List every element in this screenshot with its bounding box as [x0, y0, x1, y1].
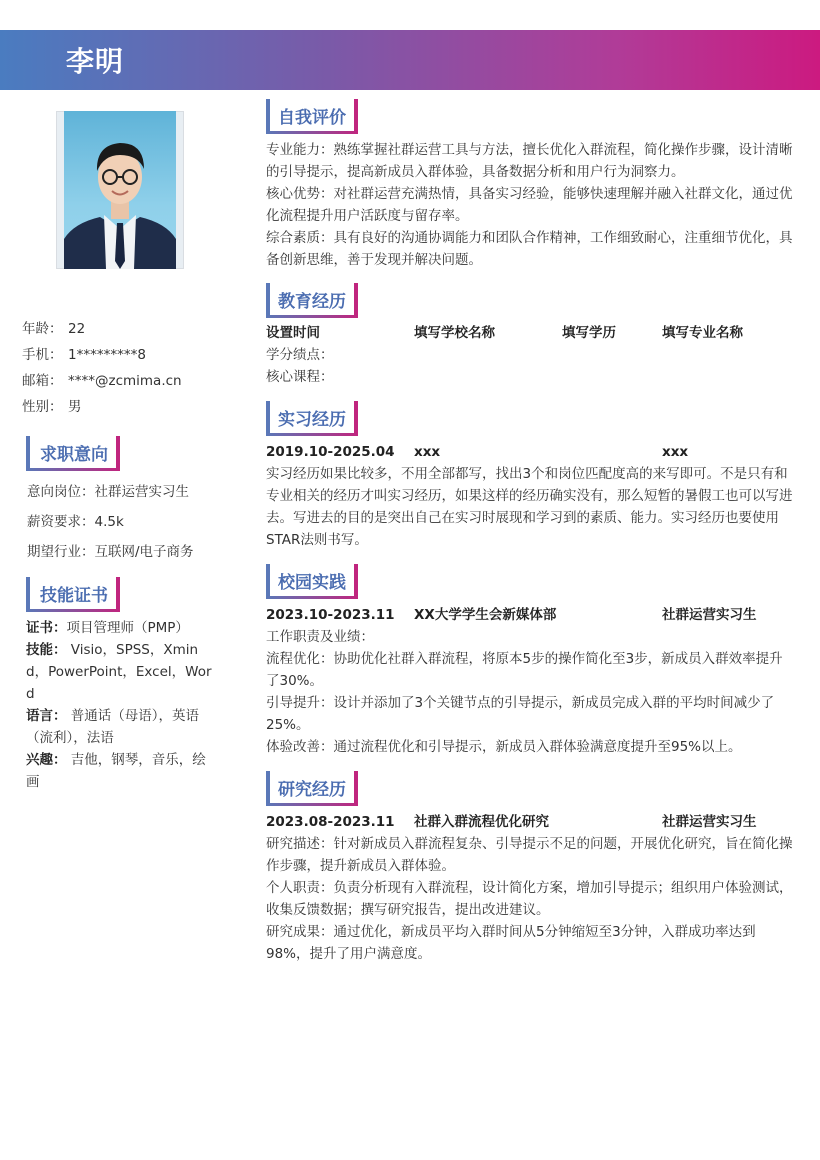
- research-paragraph: 研究成果：通过优化，新成员平均入群时间从5分钟缩短至3分钟，入群成功率达到98%，提升了用户满意度。: [266, 924, 756, 962]
- self-eval-heading: 自我评价: [266, 99, 358, 131]
- campus-row: 2023.10-2023.11 XX大学学生会新媒体部 社群运营实习生: [266, 607, 757, 623]
- campus-body: [266, 604, 796, 758]
- campus-paragraph: 体验改善：通过流程优化和引导提示，新成员入群体验满意度提升至95%以上。: [266, 739, 742, 755]
- candidate-name: 李明: [66, 45, 125, 78]
- info-phone: 手机： 1*********8: [22, 347, 146, 363]
- skill-interests: 兴趣： 吉他，钢琴，音乐，绘画: [26, 752, 206, 790]
- profile-photo: [64, 111, 176, 269]
- education-body: [266, 322, 796, 388]
- self-eval-paragraph: 核心优势：对社群运营充满热情，具备实习经验，能够快速理解并融入社群文化，通过优化流程提升用户活跃度与留存率。: [266, 186, 793, 224]
- job-intent-list: [27, 480, 227, 570]
- skills-list: [26, 617, 216, 793]
- intent-industry: 期望行业：互联网/电子商务: [27, 544, 194, 560]
- campus-heading: 校园实践: [266, 564, 358, 596]
- research-paragraph: 研究描述：针对新成员入群流程复杂、引导提示不足的问题，开展优化研究，旨在简化操作步骤，提升新成员入群体验。: [266, 836, 793, 874]
- internship-heading: 实习经历: [266, 401, 358, 433]
- research-heading: 研究经历: [266, 771, 358, 803]
- internship-row: 2019.10-2025.04 xxx xxx: [266, 444, 689, 460]
- info-gender: 性别： 男: [22, 399, 82, 415]
- skill-tools: 技能： Visio，SPSS，Xmind，PowerPoint，Excel，Word: [26, 642, 212, 702]
- skill-certificate: 证书：项目管理师（PMP）: [26, 620, 189, 636]
- education-heading: 教育经历: [266, 283, 358, 315]
- campus-paragraph: 流程优化：协助优化社群入群流程，将原本5步的操作简化至3步，新成员入群效率提升了30%。: [266, 651, 783, 689]
- intent-position: 意向岗位：社群运营实习生: [27, 484, 189, 500]
- campus-paragraph: 工作职责及业绩：: [266, 629, 374, 645]
- education-row: 设置时间 填写学校名称 填写学历 填写专业名称: [266, 325, 743, 341]
- self-eval-paragraph: 专业能力：熟练掌握社群运营工具与方法，擅长优化入群流程，简化操作步骤，设计清晰的引导提示，提高新成员入群体验，具备数据分析和用户行为洞察力。: [266, 142, 793, 180]
- info-age: 年龄： 22: [22, 321, 86, 337]
- personal-info: [22, 318, 232, 422]
- intent-salary: 薪资要求：4.5k: [27, 514, 124, 530]
- education-courses: 核心课程：: [266, 369, 334, 385]
- info-email: 邮箱： ****@zcmima.cn: [22, 373, 182, 389]
- research-body: [266, 811, 796, 965]
- self-eval-paragraph: 综合素质：具有良好的沟通协调能力和团队合作精神，工作细致耐心，注重细节优化，具备创新思维，善于发现并解决问题。: [266, 230, 793, 268]
- job-intent-heading: 求职意向: [26, 436, 120, 468]
- internship-body: [266, 441, 796, 551]
- self-eval-body: [266, 139, 796, 271]
- skill-languages: 语言： 普通话（母语），英语（流利），法语: [26, 708, 200, 746]
- education-gpa: 学分绩点：: [266, 347, 334, 363]
- campus-paragraph: 引导提升：设计并添加了3个关键节点的引导提示，新成员完成入群的平均时间减少了25%。: [266, 695, 775, 733]
- internship-paragraph: 实习经历如果比较多，不用全部都写，找出3个和岗位匹配度高的来写即可。不是只有和专业相关的经历才叫实习经历，如果这样的经历确实没有，那么短暂的暑假工也可以写进去。写进去的目的是突出自己在实习时展现和学习到的素质、能力。实习经历也要使用STAR法则书写。: [266, 466, 793, 548]
- research-paragraph: 个人职责：负责分析现有入群流程，设计简化方案，增加引导提示；组织用户体验测试，收集反馈数据；撰写研究报告，提出改进建议。: [266, 880, 793, 918]
- research-row: 2023.08-2023.11 社群入群流程优化研究 社群运营实习生: [266, 814, 757, 830]
- skills-heading: 技能证书: [26, 577, 120, 609]
